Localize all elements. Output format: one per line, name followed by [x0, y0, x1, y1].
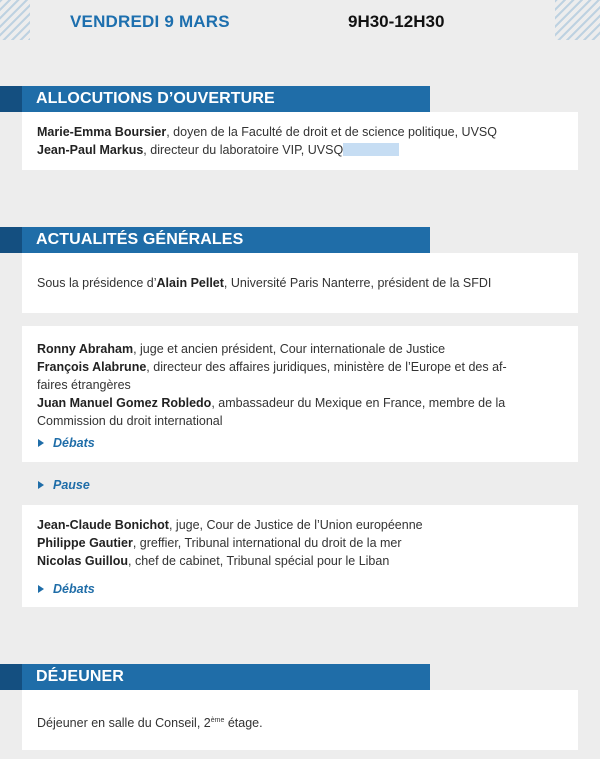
presidence-line: [37, 274, 578, 292]
dejeuner-text-prefix: Déjeuner en salle du Conseil, 2: [37, 716, 211, 731]
speaker-name: Marie-Emma Boursier: [37, 125, 167, 139]
redaction-mark: [343, 143, 399, 156]
hatch-decoration-left: [0, 0, 30, 40]
panel1-box: [22, 326, 578, 462]
event-time: 9H30-12H30: [348, 12, 445, 31]
dejeuner-text-sup: ème: [210, 717, 225, 724]
pause-label: Pause: [53, 478, 90, 492]
debats-link[interactable]: [38, 436, 95, 450]
debats-label: Débats: [53, 436, 95, 450]
speaker-role: , greffier, Tribunal international du droit de la mer: [132, 536, 402, 550]
section-title: DÉJEUNER: [36, 668, 124, 685]
speaker-line: [37, 376, 578, 394]
president-name: Alain Pellet: [156, 276, 224, 290]
speaker-name: Ronny Abraham: [37, 342, 134, 356]
hatch-decoration-right: [555, 0, 600, 40]
speaker-line: [37, 123, 578, 141]
panel2-box: [22, 505, 578, 607]
debats-link[interactable]: [38, 582, 95, 596]
speaker-line: [37, 358, 578, 376]
presidence-prefix: Sous la présidence d’: [37, 276, 157, 290]
speaker-line: [37, 394, 578, 412]
speaker-line: [37, 412, 578, 430]
dejeuner-box: [22, 690, 578, 750]
debats-label: Débats: [53, 582, 95, 596]
ouverture-box: [22, 112, 578, 170]
speaker-role: , directeur du laboratoire VIP, UVSQ: [143, 143, 344, 157]
speaker-line: [37, 516, 578, 534]
play-arrow-icon: [38, 585, 44, 593]
speaker-role: Commission du droit international: [37, 414, 223, 428]
speaker-name: Nicolas Guillou: [37, 554, 128, 568]
speaker-name: François Alabrune: [37, 360, 147, 374]
presidence-suffix: , Université Paris Nanterre, président de la SFDI: [223, 276, 492, 290]
speaker-name: Jean-Paul Markus: [37, 143, 144, 157]
speaker-line: [37, 340, 578, 358]
speaker-name: Jean-Claude Bonichot: [37, 518, 169, 532]
speaker-role: faires étrangères: [37, 378, 131, 392]
section-header-dejeuner: [0, 664, 430, 690]
pause-link[interactable]: [38, 478, 90, 492]
section-title: ACTUALITÉS GÉNÉRALES: [36, 231, 244, 248]
section-title: ALLOCUTIONS D’OUVERTURE: [36, 90, 275, 107]
speaker-role: , directeur des affaires juridiques, ministère de l’Europe et des af-: [146, 360, 507, 374]
speaker-role: , ambassadeur du Mexique en France, membre de la: [211, 396, 506, 410]
play-arrow-icon: [38, 481, 44, 489]
speaker-line: [37, 534, 578, 552]
play-arrow-icon: [38, 439, 44, 447]
presidence-box: [22, 253, 578, 313]
speaker-name: Philippe Gautier: [37, 536, 133, 550]
dejeuner-text-suffix: étage.: [224, 716, 263, 731]
speaker-line: [37, 552, 578, 570]
speaker-role: , juge, Cour de Justice de l’Union européenne: [168, 518, 423, 532]
speaker-role: , doyen de la Faculté de droit et de science politique, UVSQ: [166, 125, 497, 139]
section-header-ouverture: [0, 86, 430, 112]
section-header-actualites: [0, 227, 430, 253]
speaker-name: Juan Manuel Gomez Robledo: [37, 396, 212, 410]
dejeuner-line: [37, 712, 578, 732]
event-date: VENDREDI 9 MARS: [70, 12, 230, 31]
speaker-role: , juge et ancien président, Cour internationale de Justice: [133, 342, 446, 356]
speaker-line: [37, 141, 578, 159]
speaker-role: , chef de cabinet, Tribunal spécial pour le Liban: [128, 554, 390, 568]
